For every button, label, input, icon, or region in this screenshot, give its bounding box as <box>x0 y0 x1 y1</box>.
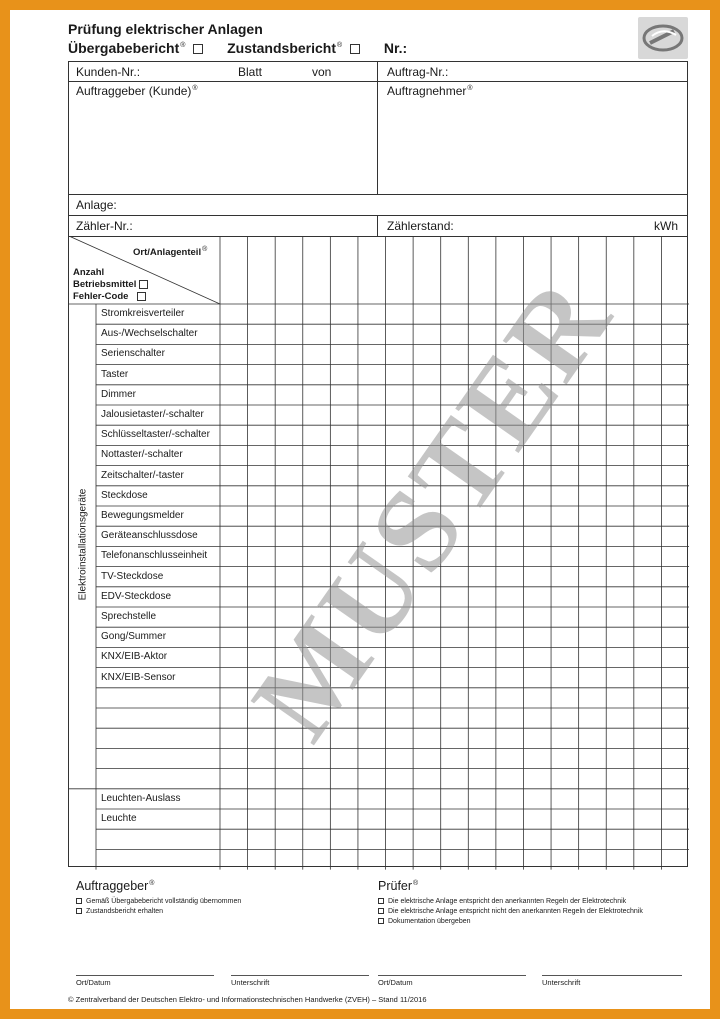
anlage-label: Anlage: <box>76 198 117 212</box>
report-type-row <box>68 40 407 56</box>
footer-auftraggeber-title: Auftraggeber® <box>76 879 155 893</box>
table-row-label: Steckdose <box>101 489 148 501</box>
section1-label: Elektroinstallationsgeräte <box>77 489 88 601</box>
fehlercode-header: Fehler-Code <box>73 291 150 302</box>
table-row-label: Serienschalter <box>101 348 165 360</box>
nr-label: Nr.: <box>383 40 408 56</box>
zustand-label: Zustandsbericht <box>227 40 336 56</box>
kunden-nr-label: Kunden-Nr.: <box>76 65 141 79</box>
table-row-label: Nottaster/-schalter <box>101 449 183 461</box>
divider <box>69 81 687 82</box>
registered-mark: ® <box>180 42 186 50</box>
divider <box>377 215 378 236</box>
zaehler-nr-label: Zähler-Nr.: <box>76 219 133 233</box>
table-row-label: Leuchte <box>101 813 137 824</box>
divider <box>69 215 687 216</box>
document-title: Prüfung elektrischer Anlagen <box>68 21 263 37</box>
document-sheet <box>10 10 710 1009</box>
auftraggeber-option[interactable]: Gemäß Übergabebericht vollständig übernommen <box>76 898 241 905</box>
copyright-notice: © Zentralverband der Deutschen Elektro- und Informationstechnischen Handwerke (ZVEH) – Stand 11/2016 <box>68 995 427 1004</box>
signature-line <box>231 975 369 976</box>
table-row-label: Leuchten-Auslass <box>101 792 181 804</box>
footer-pruefer-title: Prüfer® <box>378 879 419 893</box>
auftraggeber-label: Auftraggeber (Kunde)® <box>76 84 198 98</box>
ort-header: Ort/Anlagenteil® <box>133 246 208 259</box>
signature-line <box>76 975 214 976</box>
table-row-label: Taster <box>101 368 129 380</box>
kwh-label: kWh <box>654 219 678 233</box>
sig-label-ort-datum: Ort/Datum <box>378 978 413 987</box>
header-diagonal <box>69 236 220 304</box>
table-row-label: TV-Steckdose <box>101 570 164 582</box>
table-row-label: KNX/EIB-Aktor <box>101 651 168 663</box>
anzahl-header: Anzahl <box>73 267 105 278</box>
table-row-label: EDV-Steckdose <box>101 590 172 602</box>
table-row-label: Telefonanschlusseinheit <box>101 550 208 562</box>
sig-label-ort-datum: Ort/Datum <box>76 978 111 987</box>
uebergabe-checkbox[interactable] <box>193 44 203 54</box>
watermark: MUSTER <box>226 253 638 762</box>
table-row-label: Geräteanschlussdose <box>101 530 198 542</box>
blatt-label: Blatt <box>238 65 263 79</box>
table-row-label: Zeitschalter/-taster <box>101 469 184 481</box>
zveh-logo <box>638 17 688 59</box>
table-row-label: Sprechstelle <box>101 611 157 622</box>
auftragnehmer-label: Auftragnehmer® <box>387 84 473 98</box>
auftrag-nr-label: Auftrag-Nr.: <box>387 65 449 79</box>
table-row-label: Jalousietaster/-schalter <box>101 409 204 420</box>
zaehlerstand-label: Zählerstand: <box>387 219 454 233</box>
form-frame <box>68 61 688 867</box>
pruefer-option[interactable]: Die elektrische Anlage entspricht den anerkannten Regeln der Elektrotechnik <box>378 898 626 905</box>
divider <box>69 194 687 195</box>
uebergabe-label: Übergabebericht <box>68 40 180 56</box>
auftraggeber-option[interactable]: Zustandsbericht erhalten <box>76 908 163 915</box>
von-label: von <box>312 65 332 79</box>
table-row-label: Schlüsseltaster/-schalter <box>101 429 210 441</box>
betriebsmittel-header: Betriebsmittel <box>73 279 152 290</box>
table-row-label: Bewegungsmelder <box>101 510 184 521</box>
table-row-label: Stromkreisverteiler <box>101 308 185 319</box>
divider <box>377 62 378 194</box>
sig-label-unterschrift: Unterschrift <box>231 978 270 987</box>
signature-line <box>378 975 526 976</box>
sig-label-unterschrift: Unterschrift <box>542 978 581 987</box>
registered-mark: ® <box>337 42 343 50</box>
pruefer-option[interactable]: Dokumentation übergeben <box>378 918 471 925</box>
table-row-label: KNX/EIB-Sensor <box>101 671 176 683</box>
table-row-label: Dimmer <box>101 388 136 400</box>
table-row-label: Aus-/Wechselschalter <box>101 328 198 340</box>
pruefer-option[interactable]: Die elektrische Anlage entspricht nicht den anerkannten Regeln der Elektrotechnik <box>378 908 643 915</box>
table-row-label: Gong/Summer <box>101 631 167 643</box>
zustand-checkbox[interactable] <box>350 44 360 54</box>
signature-line <box>542 975 682 976</box>
